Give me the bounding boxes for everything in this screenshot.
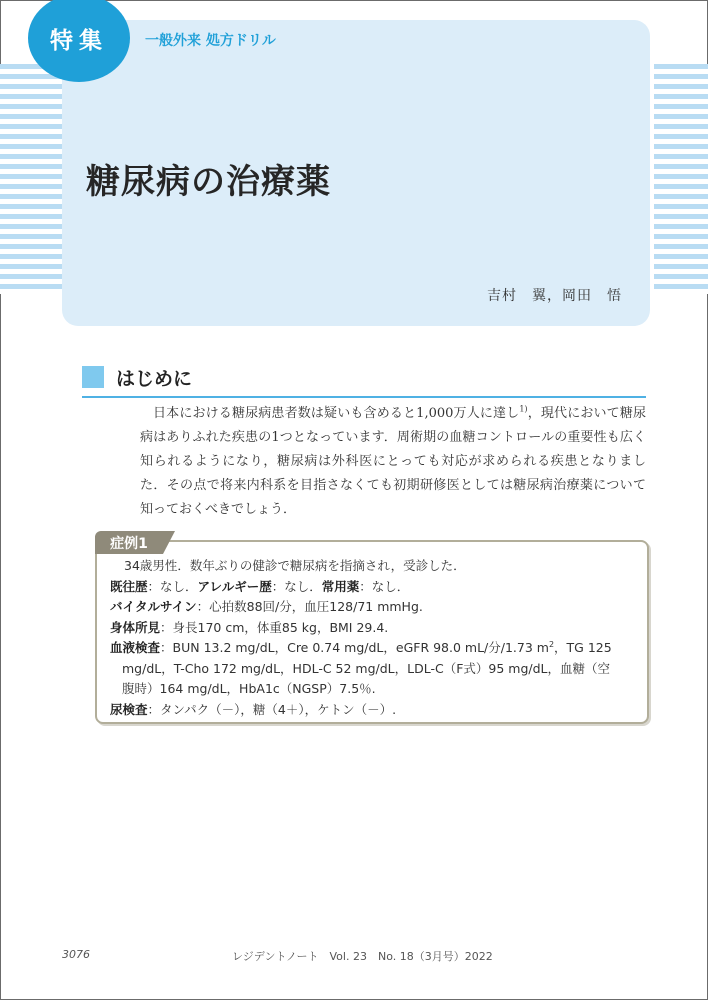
urine-label: 尿検査 [110, 701, 148, 717]
case-blood-line-2: mg/dL，T-Cho 172 mg/dL，HDL-C 52 mg/dL，LDL-C（F式）95 mg/dL，血糖（空 [122, 660, 610, 676]
allergy-value: ：なし． [271, 578, 322, 594]
exam-label: 身体所見 [110, 619, 161, 635]
case-summary: 34歳男性．数年ぶりの健診で糖尿病を指摘され，受診した． [124, 558, 466, 573]
blood-line1-b: ，TG 125 [554, 640, 612, 655]
exam-value: ：身長170 cm，体重85 kg，BMI 29.4. [160, 619, 389, 635]
intro-text-part1: 日本における糖尿病患者数は疑いも含めると1,000万人に達し [153, 406, 520, 421]
case-content [110, 556, 632, 720]
blood-label: 血液検査 [110, 640, 161, 655]
vitals-label: バイタルサイン [110, 599, 197, 614]
history-value: ：なし． [147, 578, 198, 594]
decorative-stripes-left [0, 64, 64, 294]
section-heading [82, 364, 646, 398]
blood-superscript: 2 [548, 639, 555, 649]
case-vitals-line [110, 597, 632, 618]
decorative-stripes-right [654, 64, 708, 294]
intro-paragraph [140, 402, 646, 522]
series-title: 一般外来 処方ドリル [145, 33, 276, 49]
case-tab: 症例1 [95, 531, 163, 554]
page-number: 3076 [62, 948, 90, 961]
blood-line1-a: ：BUN 13.2 mg/dL，Cre 0.74 mg/dL，eGFR 98.0 mL/分/1.73 m [160, 640, 549, 655]
article-title: 糖尿病の治療薬 [86, 162, 331, 202]
section-heading-label: はじめに [116, 368, 193, 390]
case-exam-line [110, 618, 632, 639]
journal-info: レジデントノート Vol. 23 No. 18（3月号）2022 [232, 950, 493, 963]
section-square-icon [82, 366, 104, 388]
feature-badge: 特集 [28, 0, 130, 82]
meds-value: ：なし． [359, 578, 410, 594]
vitals-value: ：心拍数88回/分，血圧128/71 mmHg. [196, 599, 423, 614]
intro-text-part2: ，現代において糖尿病はありふれた疾患の1つとなっています．周術期の血糖コントロールの重要性も広く知られるようになり，糖尿病は外科医にとっても対応が求められる疾患となりました．その点で将来内科系を目指さなくても初期研修医としては糖尿病治療薬について知っておくべきでしょう． [140, 406, 646, 517]
meds-label: 常用薬 [321, 578, 360, 594]
case-urine-line [110, 700, 632, 721]
article-authors: 吉村 翼，岡田 悟 [487, 288, 622, 304]
history-label: 既往歴 [110, 578, 148, 594]
case-blood-line-3: 腹時）164 mg/dL，HbA1c（NGSP）7.5％. [122, 681, 376, 696]
allergy-label: アレルギー歴 [197, 578, 272, 594]
case-blood-line-1 [110, 638, 632, 659]
case-history-line [110, 577, 632, 598]
urine-value: ：タンパク（－），糖（4＋），ケトン（－）. [147, 701, 397, 717]
reference-marker: 1) [519, 404, 528, 414]
